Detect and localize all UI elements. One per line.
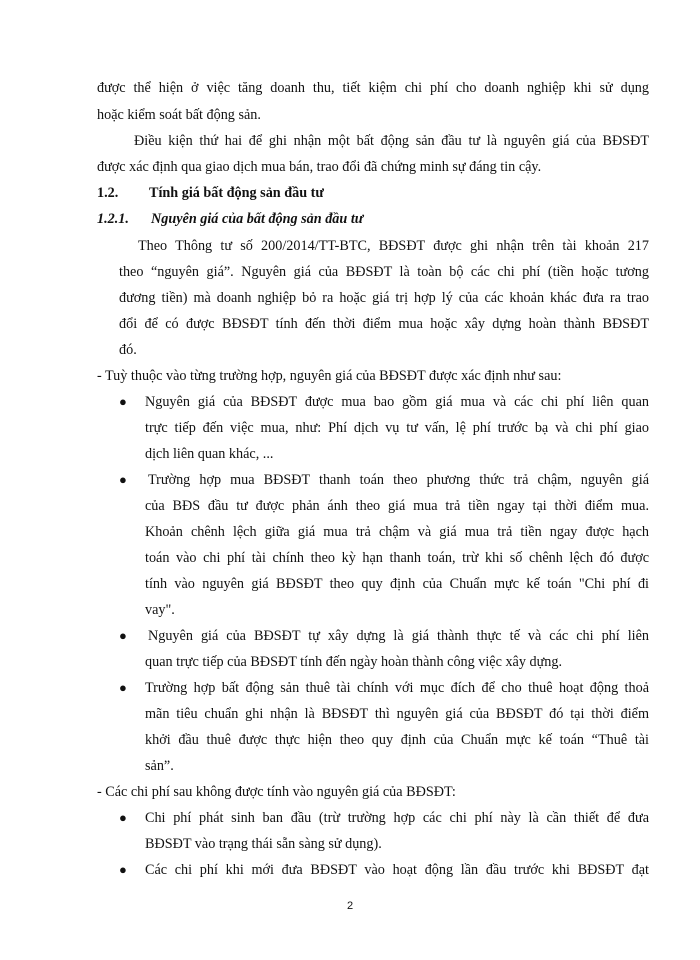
bullet-icon: ● <box>119 628 127 643</box>
paragraph-line: đó. <box>119 342 137 358</box>
list-item-line: khởi đầu thuê được thực hiện theo quy định của Chuẩn mực kế toán “Thuê tài <box>145 732 649 748</box>
list-item-line: dịch liên quan khác, ... <box>145 446 274 462</box>
bullet-icon: ● <box>119 862 127 877</box>
list-item-line: BĐSĐT vào trạng thái sẵn sàng sử dụng). <box>145 836 382 852</box>
list-item-line: Khoản chênh lệch giữa giá mua trả chậm và giá mua trả tiền ngay được hạch <box>145 524 649 540</box>
list-item-line: của BĐS đầu tư được phản ánh theo giá mua trả tiền ngay tại thời điểm mua. <box>145 498 649 514</box>
bullet-icon: ● <box>119 810 127 825</box>
list-item-line: Trường hợp bất động sản thuê tài chính với mục đích để cho thuê hoạt động thoả <box>145 680 649 696</box>
list-intro: - Tuỳ thuộc vào từng trường hợp, nguyên giá của BĐSĐT được xác định như sau: <box>97 368 562 384</box>
list-item-line: Nguyên giá của BĐSĐT tự xây dựng là giá thành thực tế và các chi phí liên <box>148 628 649 644</box>
paragraph-line: đương tiền) mà doanh nghiệp bỏ ra hoặc giá trị hợp lý của các khoản khác đưa ra trao <box>119 290 649 306</box>
paragraph-line: theo “nguyên giá”. Nguyên giá của BĐSĐT là toàn bộ các chi phí (tiền hoặc tương <box>119 264 649 280</box>
subsection-title: Nguyên giá của bất động sản đầu tư <box>151 211 364 227</box>
paragraph-line: được xác định qua giao dịch mua bán, trao đổi đã chứng minh sự đáng tin cậy. <box>97 159 542 175</box>
list-item-line: Trường hợp mua BĐSĐT thanh toán theo phương thức trả chậm, nguyên giá <box>148 472 649 488</box>
list-item-line: trực tiếp đến việc mua, như: Phí dịch vụ tư vấn, lệ phí trước bạ và chi phí giao <box>145 420 649 436</box>
list-item-line: sản”. <box>145 758 174 774</box>
list-item-line: quan trực tiếp của BĐSĐT tính đến ngày hoàn thành công việc xây dựng. <box>145 654 563 670</box>
list-item-line: toán vào chi phí tài chính theo kỳ hạn thanh toán, trừ khi số chênh lệch đó được <box>145 550 649 566</box>
bullet-icon: ● <box>119 680 127 695</box>
list-item-line: tính vào nguyên giá BĐSĐT theo quy định của Chuẩn mực kế toán "Chi phí đi <box>145 576 649 592</box>
list-intro: - Các chi phí sau không được tính vào nguyên giá của BĐSĐT: <box>97 784 456 800</box>
list-item-line: vay". <box>145 602 175 618</box>
paragraph-line: Điều kiện thứ hai để ghi nhận một bất động sản đầu tư là nguyên giá của BĐSĐT <box>134 133 649 149</box>
section-number: 1.2. <box>97 185 119 201</box>
paragraph-line: Theo Thông tư số 200/2014/TT-BTC, BĐSĐT được ghi nhận trên tài khoản 217 <box>138 238 649 254</box>
subsection-number: 1.2.1. <box>97 211 129 227</box>
list-item-line: Nguyên giá của BĐSĐT được mua bao gồm giá mua và các chi phí liên quan <box>145 394 649 410</box>
section-title: Tính giá bất động sản đầu tư <box>149 185 324 201</box>
list-item-line: mãn tiêu chuẩn ghi nhận là BĐSĐT thì nguyên giá của BĐSĐT đó tại thời điểm <box>145 706 649 722</box>
paragraph-line: đổi để có được BĐSĐT tính đến thời điểm mua hoặc xây dựng hoàn thành BĐSĐT <box>119 316 649 332</box>
paragraph-line: được thể hiện ở việc tăng doanh thu, tiết kiệm chi phí cho doanh nghiệp khi sử dụng <box>97 80 649 96</box>
paragraph-line: hoặc kiểm soát bất động sản. <box>97 107 261 123</box>
page-number: 2 <box>346 900 354 912</box>
list-item-line: Chi phí phát sinh ban đầu (trừ trường hợp các chi phí này là cần thiết để đưa <box>145 810 649 826</box>
bullet-icon: ● <box>119 472 127 487</box>
bullet-icon: ● <box>119 394 127 409</box>
list-item-line: Các chi phí khi mới đưa BĐSĐT vào hoạt động lần đầu trước khi BĐSĐT đạt <box>145 862 649 878</box>
